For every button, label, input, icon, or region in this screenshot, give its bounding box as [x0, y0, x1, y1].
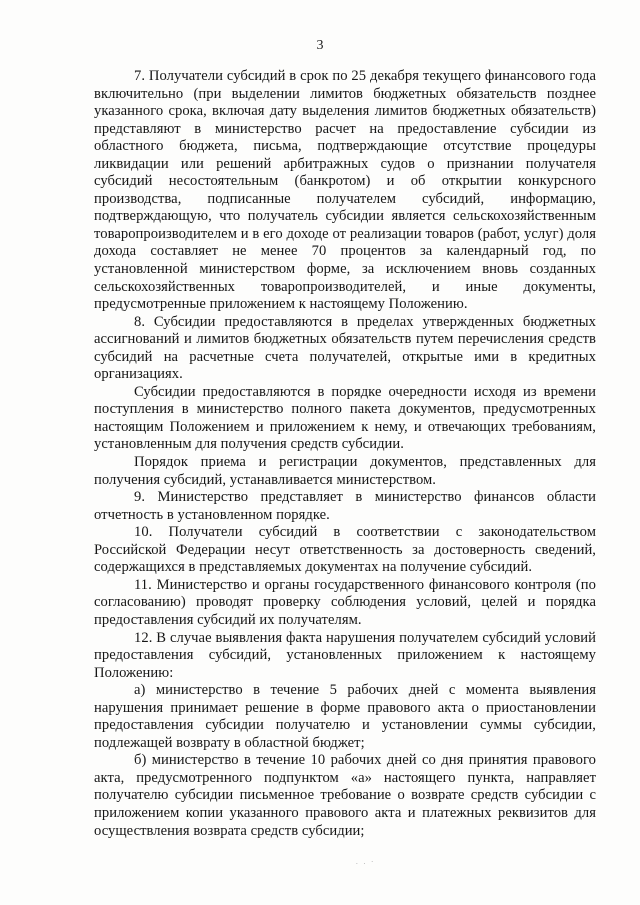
- subparagraph-12-a: а) министерство в течение 5 рабочих дней с момента выявления нарушения принимает решение в форме правового акта о приостановлении предоставления субсидии получателю и установлении суммы субсидии, подлежащей возврату в областной бюджет;: [94, 682, 596, 751]
- paragraph-9: 9. Министерство представляет в министерство финансов области отчетность в установленном порядке.: [94, 489, 596, 523]
- paragraph-7: 7. Получатели субсидий в срок по 25 декабря текущего финансового года включительно (при выделении лимитов бюджетных обязательств позднее указанного срока, включая дату выделения лимитов бюджетных обязательств) представляют в министерство расчет на предоставление субсидии из областного бюджета, письма, подтверждающие отсутствие процедуры ликвидации или решений арбитражных судов о признании получателя субсидий несостоятельным (банкротом) и об открытии конкурсного производства, подписанные получателем субсидий, информацию, подтверждающую, что получатель субсидии является сельскохозяйственным товаропроизводителем и в его доходе от реализации товаров (работ, услуг) доля дохода составляет не менее 70 процентов за календарный год, по установленной министерством форме, за исключением вновь созданных сельскохозяйственных товаропроизводителей, и иные документы, предусмотренные приложением к настоящему Положению.: [94, 68, 596, 313]
- paragraph-10: 10. Получатели субсидий в соответствии с законодательством Российской Федерации несут ответственность за достоверность сведений, содержащихся в представляемых документах на получение субсидий.: [94, 524, 596, 576]
- page-number: 3: [316, 38, 324, 53]
- paragraph-11: 11. Министерство и органы государственного финансового контроля (по согласованию) проводят проверку соблюдения условий, целей и порядка предоставления субсидий их получателям.: [94, 576, 596, 628]
- subparagraph-12-b: б) министерство в течение 10 рабочих дней со дня принятия правового акта, предусмотренного подпунктом «а» настоящего пункта, направляет получателю субсидии письменное требование о возврате средств субсидии с приложением копии указанного правового акта и платежных реквизитов для осуществления возврата средств субсидии;: [94, 752, 596, 839]
- paragraph-8: 8. Субсидии предоставляются в пределах утвержденных бюджетных ассигнований и лимитов бюджетных обязательств путем перечисления средств субсидий на расчетные счета получателей, открытые ими в кредитных организациях.: [94, 313, 596, 383]
- document-body: [94, 68, 596, 840]
- paragraph-12: 12. В случае выявления факта нарушения получателем субсидий условий предоставления субсидий, установленных приложением к настоящему Положению:: [94, 629, 596, 681]
- paragraph-8-order: Субсидии предоставляются в порядке очередности исходя из времени поступления в министерство полного пакета документов, предусмотренных настоящим Положением и приложением к нему, и отвечающих требованиям, установленным для получения средств субсидии.: [94, 383, 596, 453]
- scan-artifact: . . ·: [356, 858, 376, 866]
- paragraph-8-registration: Порядок приема и регистрации документов, представленных для получения субсидий, устанавливается министерством.: [94, 454, 596, 488]
